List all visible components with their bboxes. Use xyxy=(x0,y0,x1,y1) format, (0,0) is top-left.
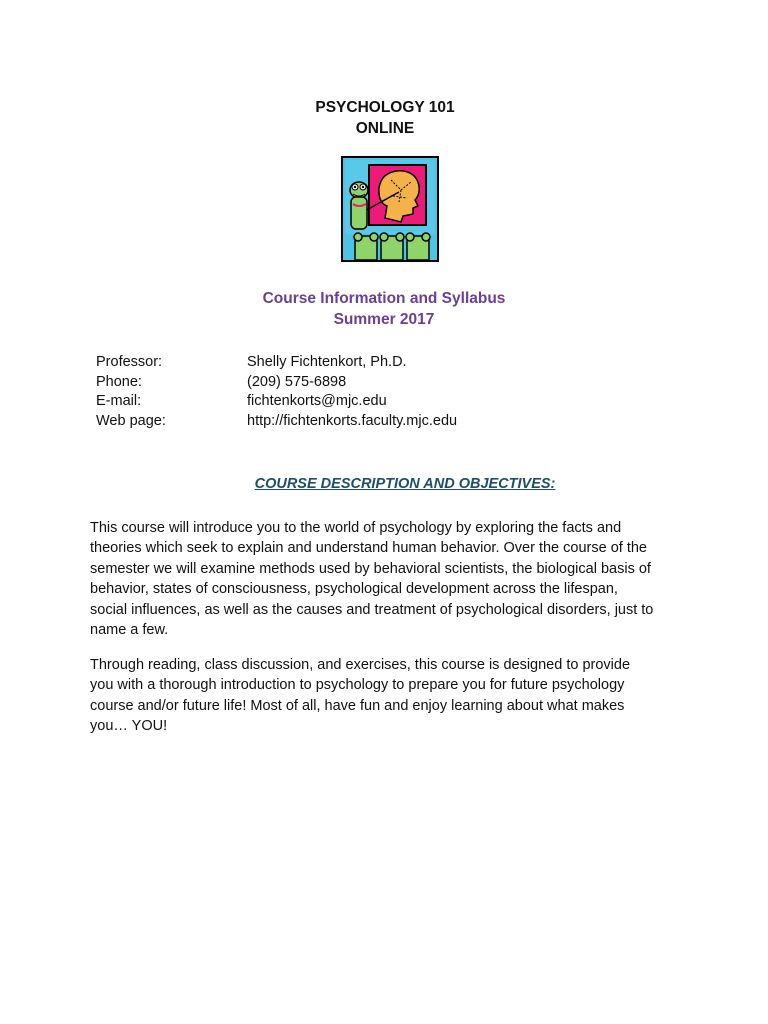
paragraph-line: name a few. xyxy=(90,622,169,639)
objectives-paragraph xyxy=(90,655,710,737)
course-format: ONLINE xyxy=(355,120,415,137)
description-paragraph xyxy=(90,518,710,640)
web-page-url: http://fichtenkorts.faculty.mjc.edu xyxy=(247,413,458,430)
paragraph-line: social influences, as well as the causes and treatment of psychological disorders, just to xyxy=(90,601,654,618)
paragraph-line: theories which seek to explain and understand human behavior. Over the course of the xyxy=(90,540,647,557)
contact-label: Phone: xyxy=(96,373,142,390)
term-label: Summer 2017 xyxy=(333,311,435,328)
paragraph-line: behavior, states of consciousness, psychological development across the lifespan, xyxy=(90,581,618,598)
document-subtitle: Course Information and Syllabus xyxy=(262,290,506,307)
phone-number: (209) 575-6898 xyxy=(247,373,347,390)
section-heading: COURSE DESCRIPTION AND OBJECTIVES: xyxy=(254,476,556,492)
paragraph-line: you with a thorough introduction to psychology to prepare you for future psychology xyxy=(90,677,625,694)
frog-professor-illustration xyxy=(341,156,439,262)
contact-label: Professor: xyxy=(96,354,163,370)
contact-label: E-mail: xyxy=(96,393,142,410)
paragraph-line: This course will introduce you to the world of psychology by exploring the facts and xyxy=(90,520,622,536)
paragraph-line: semester we will examine methods used by behavioral scientists, the biological basis of xyxy=(90,560,651,577)
email-address: fichtenkorts@mjc.edu xyxy=(247,393,387,410)
paragraph-line: Through reading, class discussion, and exercises, this course is designed to provide xyxy=(90,657,631,673)
contact-label: Web page: xyxy=(96,413,166,430)
paragraph-line: you… YOU! xyxy=(90,718,168,735)
course-title: PSYCHOLOGY 101 xyxy=(315,99,455,116)
professor-name: Shelly Fichtenkort, Ph.D. xyxy=(247,354,407,370)
paragraph-line: course and/or future life! Most of all, have fun and enjoy learning about what makes xyxy=(90,697,625,714)
